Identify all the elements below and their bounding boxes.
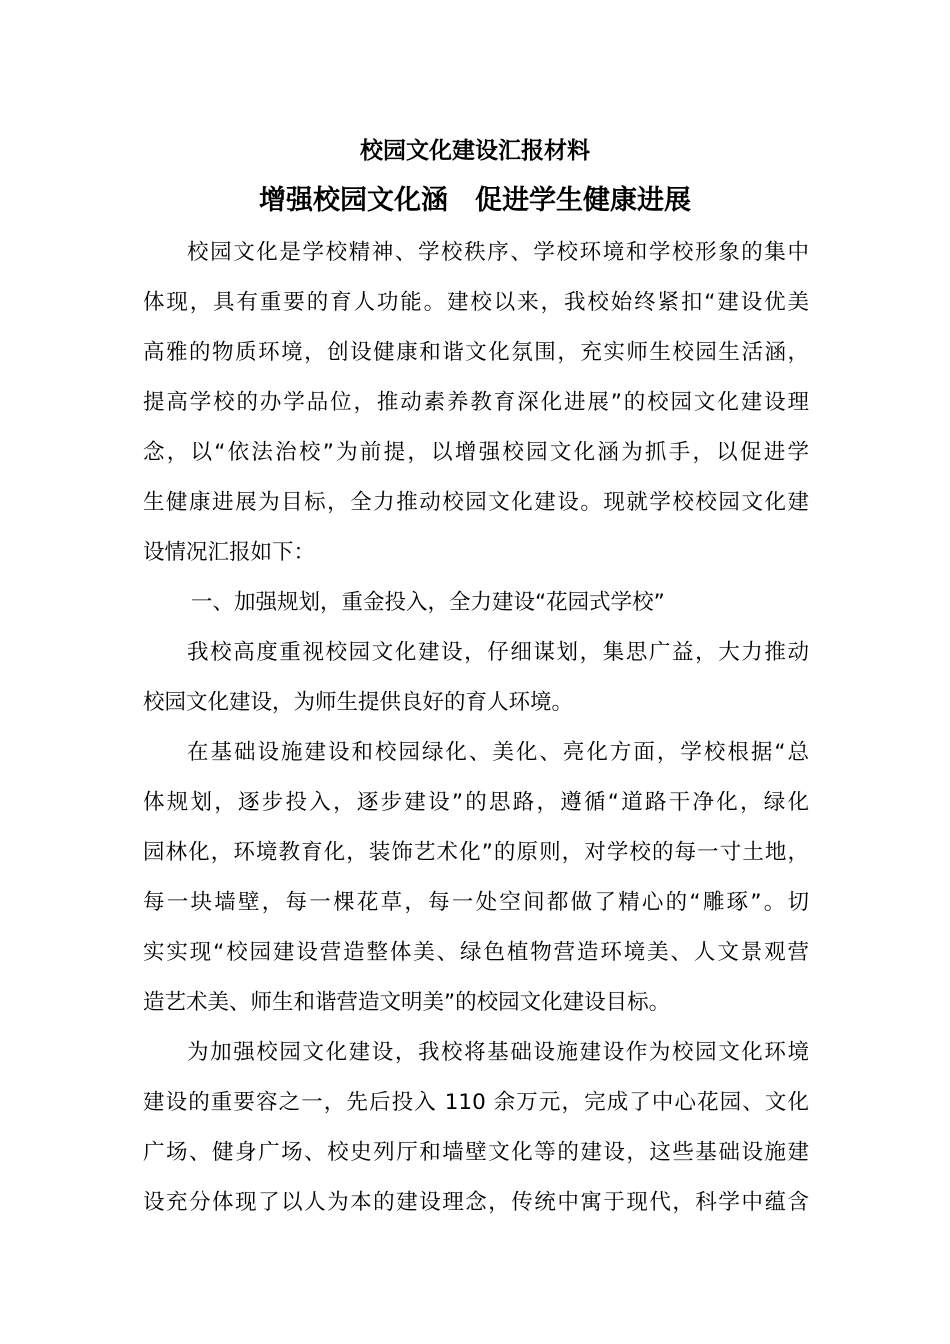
text-line: 我校高度重视校园文化建设，仔细谋划，集思广益，大力推动	[187, 640, 809, 665]
text-line: 体现，具有重要的育人功能。建校以来，我校始终紧扣“建设优美	[143, 290, 809, 315]
text-line: 一、加强规划，重金投入，全力建设“花园式学校”	[191, 590, 665, 615]
text-line: 生健康进展为目标，全力推动校园文化建设。现就学校校园文化建	[143, 490, 809, 515]
text-line: 设情况汇报如下：	[143, 540, 316, 565]
text-line: 在基础设施建设和校园绿化、美化、亮化方面，学校根据“总	[187, 740, 809, 765]
document-body	[143, 228, 809, 1228]
paragraph	[143, 228, 809, 578]
text-line: 体规划，逐步投入，逐步建设”的思路，遵循“道路干净化，绿化	[143, 790, 809, 815]
text-line: 提高学校的办学品位，推动素养教育深化进展”的校园文化建设理	[143, 390, 809, 415]
text-line: 高雅的物质环境，创设健康和谐文化氛围，充实师生校园生活涵，	[143, 340, 809, 365]
text-line: 实实现“校园建设营造整体美、绿色植物营造环境美、人文景观营	[143, 940, 809, 965]
document-title: 校园文化建设汇报材料	[360, 138, 590, 164]
section-heading	[143, 578, 809, 628]
text-line: 设充分体现了以人为本的建设理念，传统中寓于现代，科学中蕴含	[143, 1190, 809, 1215]
text-line: 念，以“依法治校”为前提，以增强校园文化涵为抓手，以促进学	[143, 440, 809, 465]
text-line: 造艺术美、师生和谐营造文明美”的校园文化建设目标。	[143, 990, 671, 1015]
text-line: 每一块墙壁，每一棵花草，每一处空间都做了精心的“雕琢”。切	[143, 890, 809, 915]
document-subtitle: 增强校园文化涵 促进学生健康进展	[259, 185, 691, 216]
text-line: 园林化，环境教育化，装饰艺术化”的原则，对学校的每一寸土地，	[143, 840, 809, 865]
paragraph	[143, 728, 809, 1028]
text-line: 校园文化是学校精神、学校秩序、学校环境和学校形象的集中	[187, 240, 809, 265]
paragraph	[143, 628, 809, 728]
text-line: 建设的重要容之一，先后投入 110 余万元，完成了中心花园、文化	[143, 1090, 809, 1115]
text-line: 广场、健身广场、校史列厅和墙壁文化等的建设，这些基础设施建	[143, 1140, 809, 1165]
text-line: 为加强校园文化建设，我校将基础设施建设作为校园文化环境	[187, 1040, 809, 1065]
paragraph	[143, 1028, 809, 1228]
text-line: 校园文化建设，为师生提供良好的育人环境。	[143, 690, 574, 715]
